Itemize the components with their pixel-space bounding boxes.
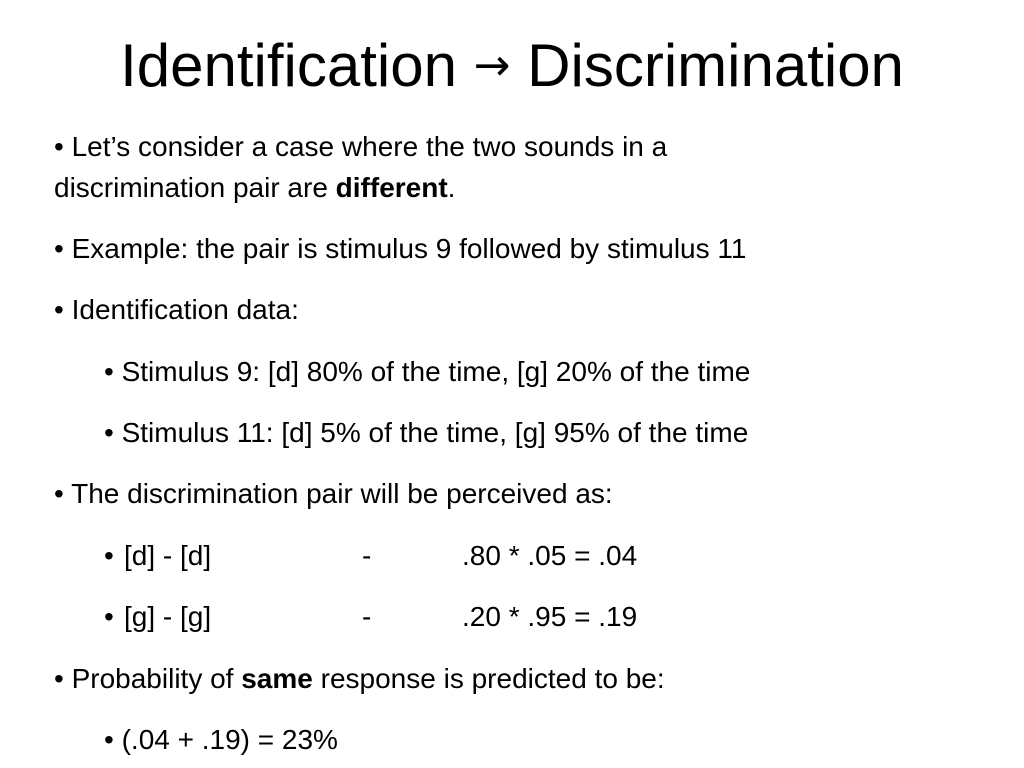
bullet-perceived-heading bbox=[54, 476, 613, 512]
case-text-bold: different bbox=[335, 172, 448, 203]
prob-text-bold: same bbox=[241, 663, 313, 694]
bullet-icon: • bbox=[104, 724, 114, 755]
result-text: (.04 + .19) = 23% bbox=[121, 724, 338, 755]
slide-title bbox=[0, 24, 1024, 108]
bullet-probability bbox=[54, 661, 665, 697]
bullet-icon: • bbox=[54, 663, 64, 694]
prob-text-post: response is predicted to be: bbox=[312, 663, 665, 694]
right-arrow-icon: → bbox=[473, 40, 511, 91]
bullet-ident-heading bbox=[54, 292, 299, 328]
case-text-period: . bbox=[447, 172, 456, 203]
bullet-ident-stim9 bbox=[104, 354, 750, 390]
case-text-line1: Let’s consider a case where the two sounds in a bbox=[71, 131, 668, 162]
example-text: Example: the pair is stimulus 9 followed by stimulus 11 bbox=[71, 233, 747, 264]
prob-text-pre: Probability of bbox=[71, 663, 242, 694]
bullet-icon: • bbox=[54, 294, 64, 325]
calc-gg: .20 * .95 = .19 bbox=[462, 601, 638, 632]
bullet-icon: • bbox=[104, 540, 114, 571]
pair-dd: [d] - [d] bbox=[124, 540, 212, 571]
title-right: Discrimination bbox=[527, 32, 904, 99]
bullet-icon: • bbox=[104, 356, 114, 387]
bullet-ident-stim11 bbox=[104, 415, 748, 451]
ident-stim9-text: Stimulus 9: [d] 80% of the time, [g] 20% of the time bbox=[121, 356, 751, 387]
calc-dd: .80 * .05 = .04 bbox=[462, 540, 638, 571]
separator-dash: - bbox=[362, 601, 372, 632]
bullet-icon: • bbox=[54, 131, 64, 162]
bullet-icon: • bbox=[54, 233, 64, 264]
ident-stim11-text: Stimulus 11: [d] 5% of the time, [g] 95% of the time bbox=[121, 417, 749, 448]
perceived-heading-text: The discrimination pair will be perceived as: bbox=[71, 478, 613, 509]
bullet-example bbox=[54, 231, 746, 267]
bullet-icon: • bbox=[104, 417, 114, 448]
bullet-result bbox=[104, 722, 338, 758]
bullet-icon: • bbox=[104, 601, 114, 632]
bullet-icon: • bbox=[54, 478, 64, 509]
pair-gg: [g] - [g] bbox=[124, 601, 212, 632]
bullet-perceived-dd bbox=[104, 538, 724, 574]
bullet-case-line1 bbox=[54, 129, 667, 165]
bullet-perceived-gg bbox=[104, 599, 724, 635]
ident-heading-text: Identification data: bbox=[71, 294, 299, 325]
bullet-case-line2 bbox=[54, 170, 455, 206]
separator-dash: - bbox=[362, 540, 372, 571]
case-text-line2: discrimination pair are bbox=[54, 172, 336, 203]
title-left: Identification bbox=[120, 32, 457, 99]
